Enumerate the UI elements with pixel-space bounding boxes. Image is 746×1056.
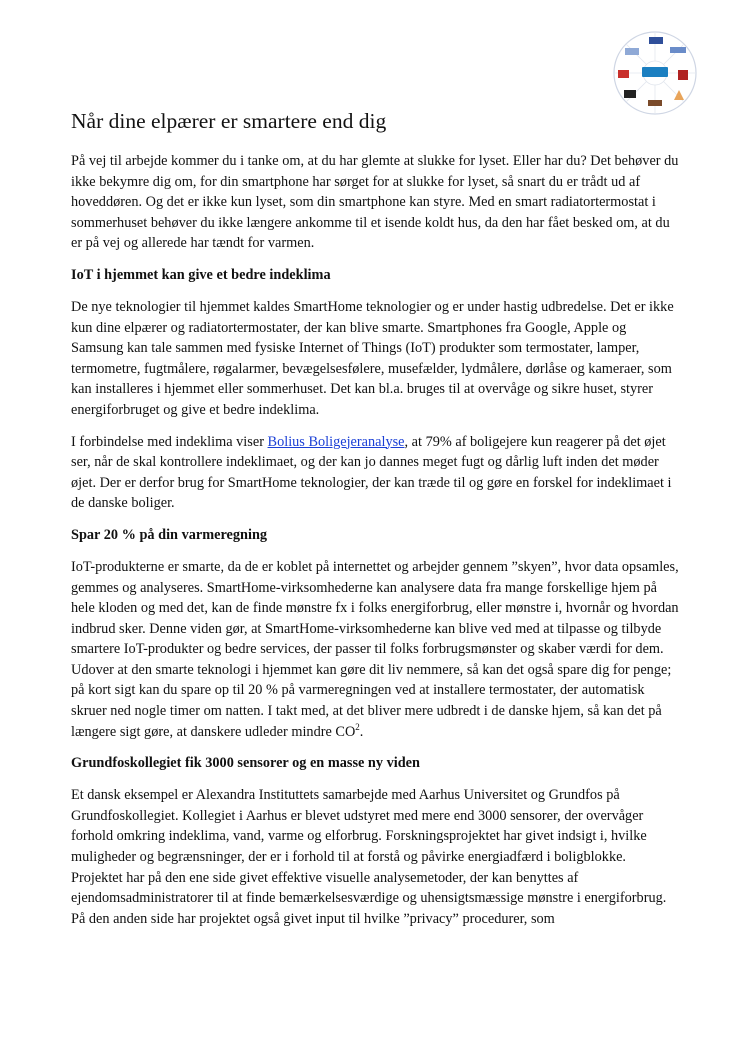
section-heading-grundfos: Grundfoskollegiet fik 3000 sensorer og en masse ny viden: [71, 755, 420, 772]
paragraph-end: .: [359, 723, 364, 740]
dts-logo-icon: [642, 67, 668, 77]
intro-paragraph: På vej til arbejde kommer du i tanke om, at du har glemte at slukke for lyset. Eller har du? Det behøver du ikke bekymre dig om, for din smartphone har sørget for at slukke for lyset, så snart du er trådt ud af hoveddøren. Og det er ikke kun lyset, som din smartphone kan styre. Med en smart radiatortermostat i sommerhuset behøver du ikke længere ankomme til et isende koldt hus, da den har fået besked om, at du er på vej og allerede har tændt for varmen.: [71, 153, 679, 252]
paragraph-text: IoT-produkterne er smarte, da de er koblet på internettet og arbejder gennem ”skyen”, hvor data opsamles, gemmes og analyseres. SmartHome-virksomhederne kan analysere data fra mange forskellige hjem på hele kloden og med det, kan de finde mønstre fx i folks energiforbrug, eller mønstre i, hvornår og hvordan indbrud sker. Denne viden gør, at SmartHome-virksomhederne kan blive ved med at tilpasse og tilbyde smartere IoT-produkter og bedre services, der passer til folks forbrugsmønster og skaber værdi for dem. Udover at den smarte teknologi i hjemmet kan gøre dit liv nemmere, så kan det også spare dig for penge; på kort sigt kan du spare op til 20 % på varmeregningen ved at installere termostater, der automatisk skruer ned nogle timer om natten. I takt med, at det bliver mere udbredt i de danske hjem, så kan det på længere sigt gøre, at danskere udleder mindre CO: [71, 558, 679, 740]
section-iot-paragraph-2: [71, 432, 679, 514]
section-grundfos-paragraph: Et dansk eksempel er Alexandra Instituttets samarbejde med Aarhus Universitet og Grundfos på Grundfoskollegiet. Kollegiet i Aarhus er blevet udstyret med mere end 3000 sensorer, der overvåger forhold omkring indeklima, vand, varme og elforbrug. Forskningsprojektet har givet indsigt i, hvilke muligheder og begrænsninger, der er i forhold til at forstå og påvirke energiadfærd i boligblokke. Projektet har på den ene side givet effektive visuelle analysemetoder, der kan benyttes af ejendomsadministratorer til at finde bemærkelsesværdige og uhensigtsmæssige mønstre i energiforbrug. På den anden side har projektet også givet input til hvilke ”privacy” procedurer, som: [71, 787, 667, 927]
section-heading-iot: IoT i hjemmet kan give et bedre indeklima: [71, 266, 331, 283]
section-iot-paragraph-1: De nye teknologier til hjemmet kaldes SmartHome teknologier og er under hastig udbredelse. Det er ikke kun dine elpærer og radiatortermostater, der kan blive smarte. Smartphones fra Google, Apple og Samsung kan tale sammen med fysiske Internet of Things (IoT) produkter som termostater, lamper, termometre, fugtmålere, røgalarmer, bevægelsesfølere, musefælder, lydmålere, dørlåse og kameraer, som kan installeres i hjemmet eller sommerhuset. Det kan bl.a. bruges til at overvåge og sikre huset, styrer energiforbruget og give et bedre indeklima.: [71, 298, 674, 418]
bolius-analysis-link[interactable]: Bolius Boligejeranalyse: [267, 433, 405, 450]
section-savings-paragraph: [71, 557, 679, 742]
partner-logos-icon: [612, 30, 698, 116]
partner-logo-circle: [612, 30, 698, 116]
paragraph-text: I forbindelse med indeklima viser: [71, 433, 268, 450]
paragraph-text: , at 79% af boligejere kun reagerer på det øjet ser, når de skal kontrollere indeklimaet, og der kan jo dannes meget fugt og dårlig luft inden det møder øjet. Der er derfor brug for SmartHome teknologier, der kan træde til og gøre en forskel for indeklimaet i de danske boliger.: [71, 433, 672, 512]
co2-subscript: 2: [355, 721, 360, 732]
page-title: Når dine elpærer er smartere end dig: [71, 109, 387, 133]
section-heading-savings: Spar 20 % på din varmeregning: [71, 526, 268, 543]
article: [71, 108, 679, 940]
